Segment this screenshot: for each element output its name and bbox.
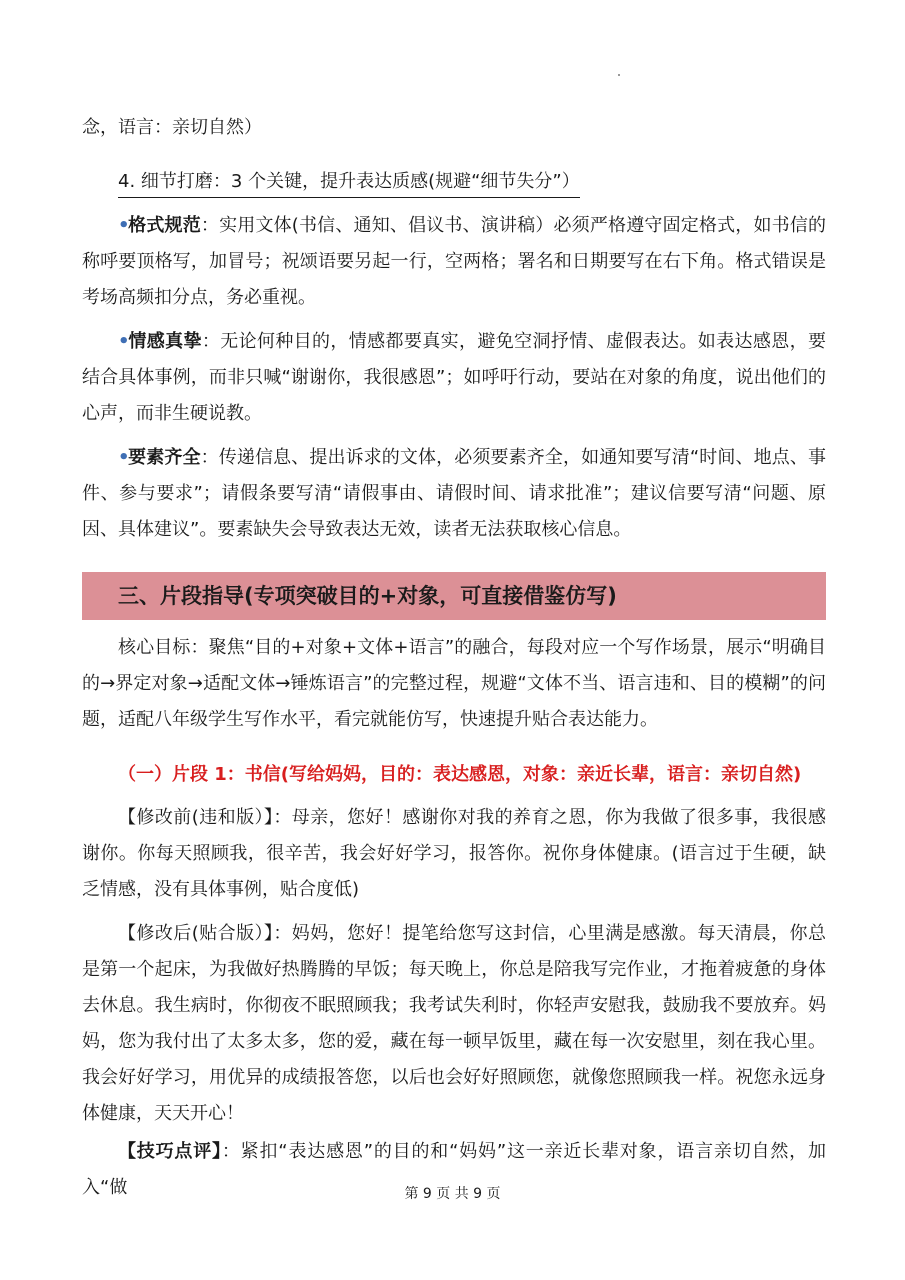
fragment1-heading: （一）片段 1：书信(写给妈妈，目的：表达感恩，对象：亲近长辈，语言：亲切自然) bbox=[118, 764, 802, 785]
section4-heading: 4. 细节打磨：3 个关键，提升表达质感(规避“细节失分”） bbox=[118, 168, 580, 198]
before-paragraph bbox=[82, 800, 826, 908]
scan-speck bbox=[618, 74, 620, 76]
bullet-dot-icon: • bbox=[118, 215, 130, 236]
bullet-text: ：无论何种目的，情感都要真实，避免空洞抒情、虚假表达。如表达感恩，要结合具体事例，而非只喊“谢谢你，我很感恩”；如呼吁行动，要站在对象的角度，说出他们的心声，而非生硬说教。 bbox=[82, 331, 826, 424]
tip-label: 【技巧点评】 bbox=[118, 1141, 222, 1162]
bullet-text: ：实用文体(书信、通知、倡议书、演讲稿）必须严格遵守固定格式，如书信的称呼要顶格写，加冒号；祝颂语要另起一行，空两格；署名和日期要写在右下角。格式错误是考场高频扣分点，务必重视。 bbox=[82, 215, 827, 308]
core-goal-paragraph: 核心目标：聚焦“目的+对象+文体+语言”的融合，每段对应一个写作场景，展示“明确目的→界定对象→适配文体→锤炼语言”的完整过程，规避“文体不当、语言违和、目的模糊”的问题，适配八年级学生写作水平，看完就能仿写，快速提升贴合表达能力。 bbox=[82, 637, 826, 730]
bullet-term: 情感真挚 bbox=[128, 331, 202, 352]
bullet-emotion bbox=[82, 324, 826, 432]
after-label: 【修改后(贴合版）】 bbox=[118, 923, 274, 944]
before-label: 【修改前(违和版）】 bbox=[118, 807, 274, 828]
bullet-elements bbox=[82, 440, 826, 548]
bullet-dot-icon: • bbox=[118, 447, 130, 468]
bullet-text: ：传递信息、提出诉求的文体，必须要素齐全，如通知要写清“时间、地点、事件、参与要求”；请假条要写清“请假事由、请假时间、请求批准”；建议信要写清“问题、原因、具体建议”。要素缺失会导致表达无效，读者无法获取核心信息。 bbox=[82, 447, 827, 540]
bullet-format bbox=[82, 208, 826, 316]
bullet-term: 格式规范 bbox=[128, 215, 201, 236]
top-fragment: 念，语言：亲切自然） bbox=[82, 117, 262, 138]
tip-text: ：紧扣“表达感恩”的目的和“妈妈”这一亲近长辈对象，语言亲切自然，加入“做 bbox=[82, 1141, 826, 1198]
section3-banner: 三、片段指导(专项突破目的+对象，可直接借鉴仿写) bbox=[82, 572, 826, 620]
after-text: ：妈妈，您好！提笔给您写这封信，心里满是感激。每天清晨，你总是第一个起床，为我做好热腾腾的早饭；每天晚上，你总是陪我写完作业，才拖着疲惫的身体去休息。我生病时，你彻夜不眠照顾我；我考试失利时，你轻声安慰我，鼓励我不要放弃。妈妈，您为我付出了太多太多，您的爱，藏在每一顿早饭里，藏在每一次安慰里，刻在我心里。我会好好学习，用优异的成绩报答您，以后也会好好照顾您，就像您照顾我一样。祝您永远身体健康，天天开心！ bbox=[82, 923, 826, 1124]
before-text: ：母亲，您好！感谢你对我的养育之恩，你为我做了很多事，我很感谢你。你每天照顾我，很辛苦，我会好好学习，报答你。祝你身体健康。(语言过于生硬，缺乏情感，没有具体事例，贴合度低) bbox=[82, 807, 826, 900]
after-paragraph bbox=[82, 916, 826, 1132]
page-footer: 第 9 页 共 9 页 bbox=[404, 1186, 501, 1202]
bullet-term: 要素齐全 bbox=[128, 447, 201, 468]
bullet-dot-icon: • bbox=[118, 331, 130, 352]
